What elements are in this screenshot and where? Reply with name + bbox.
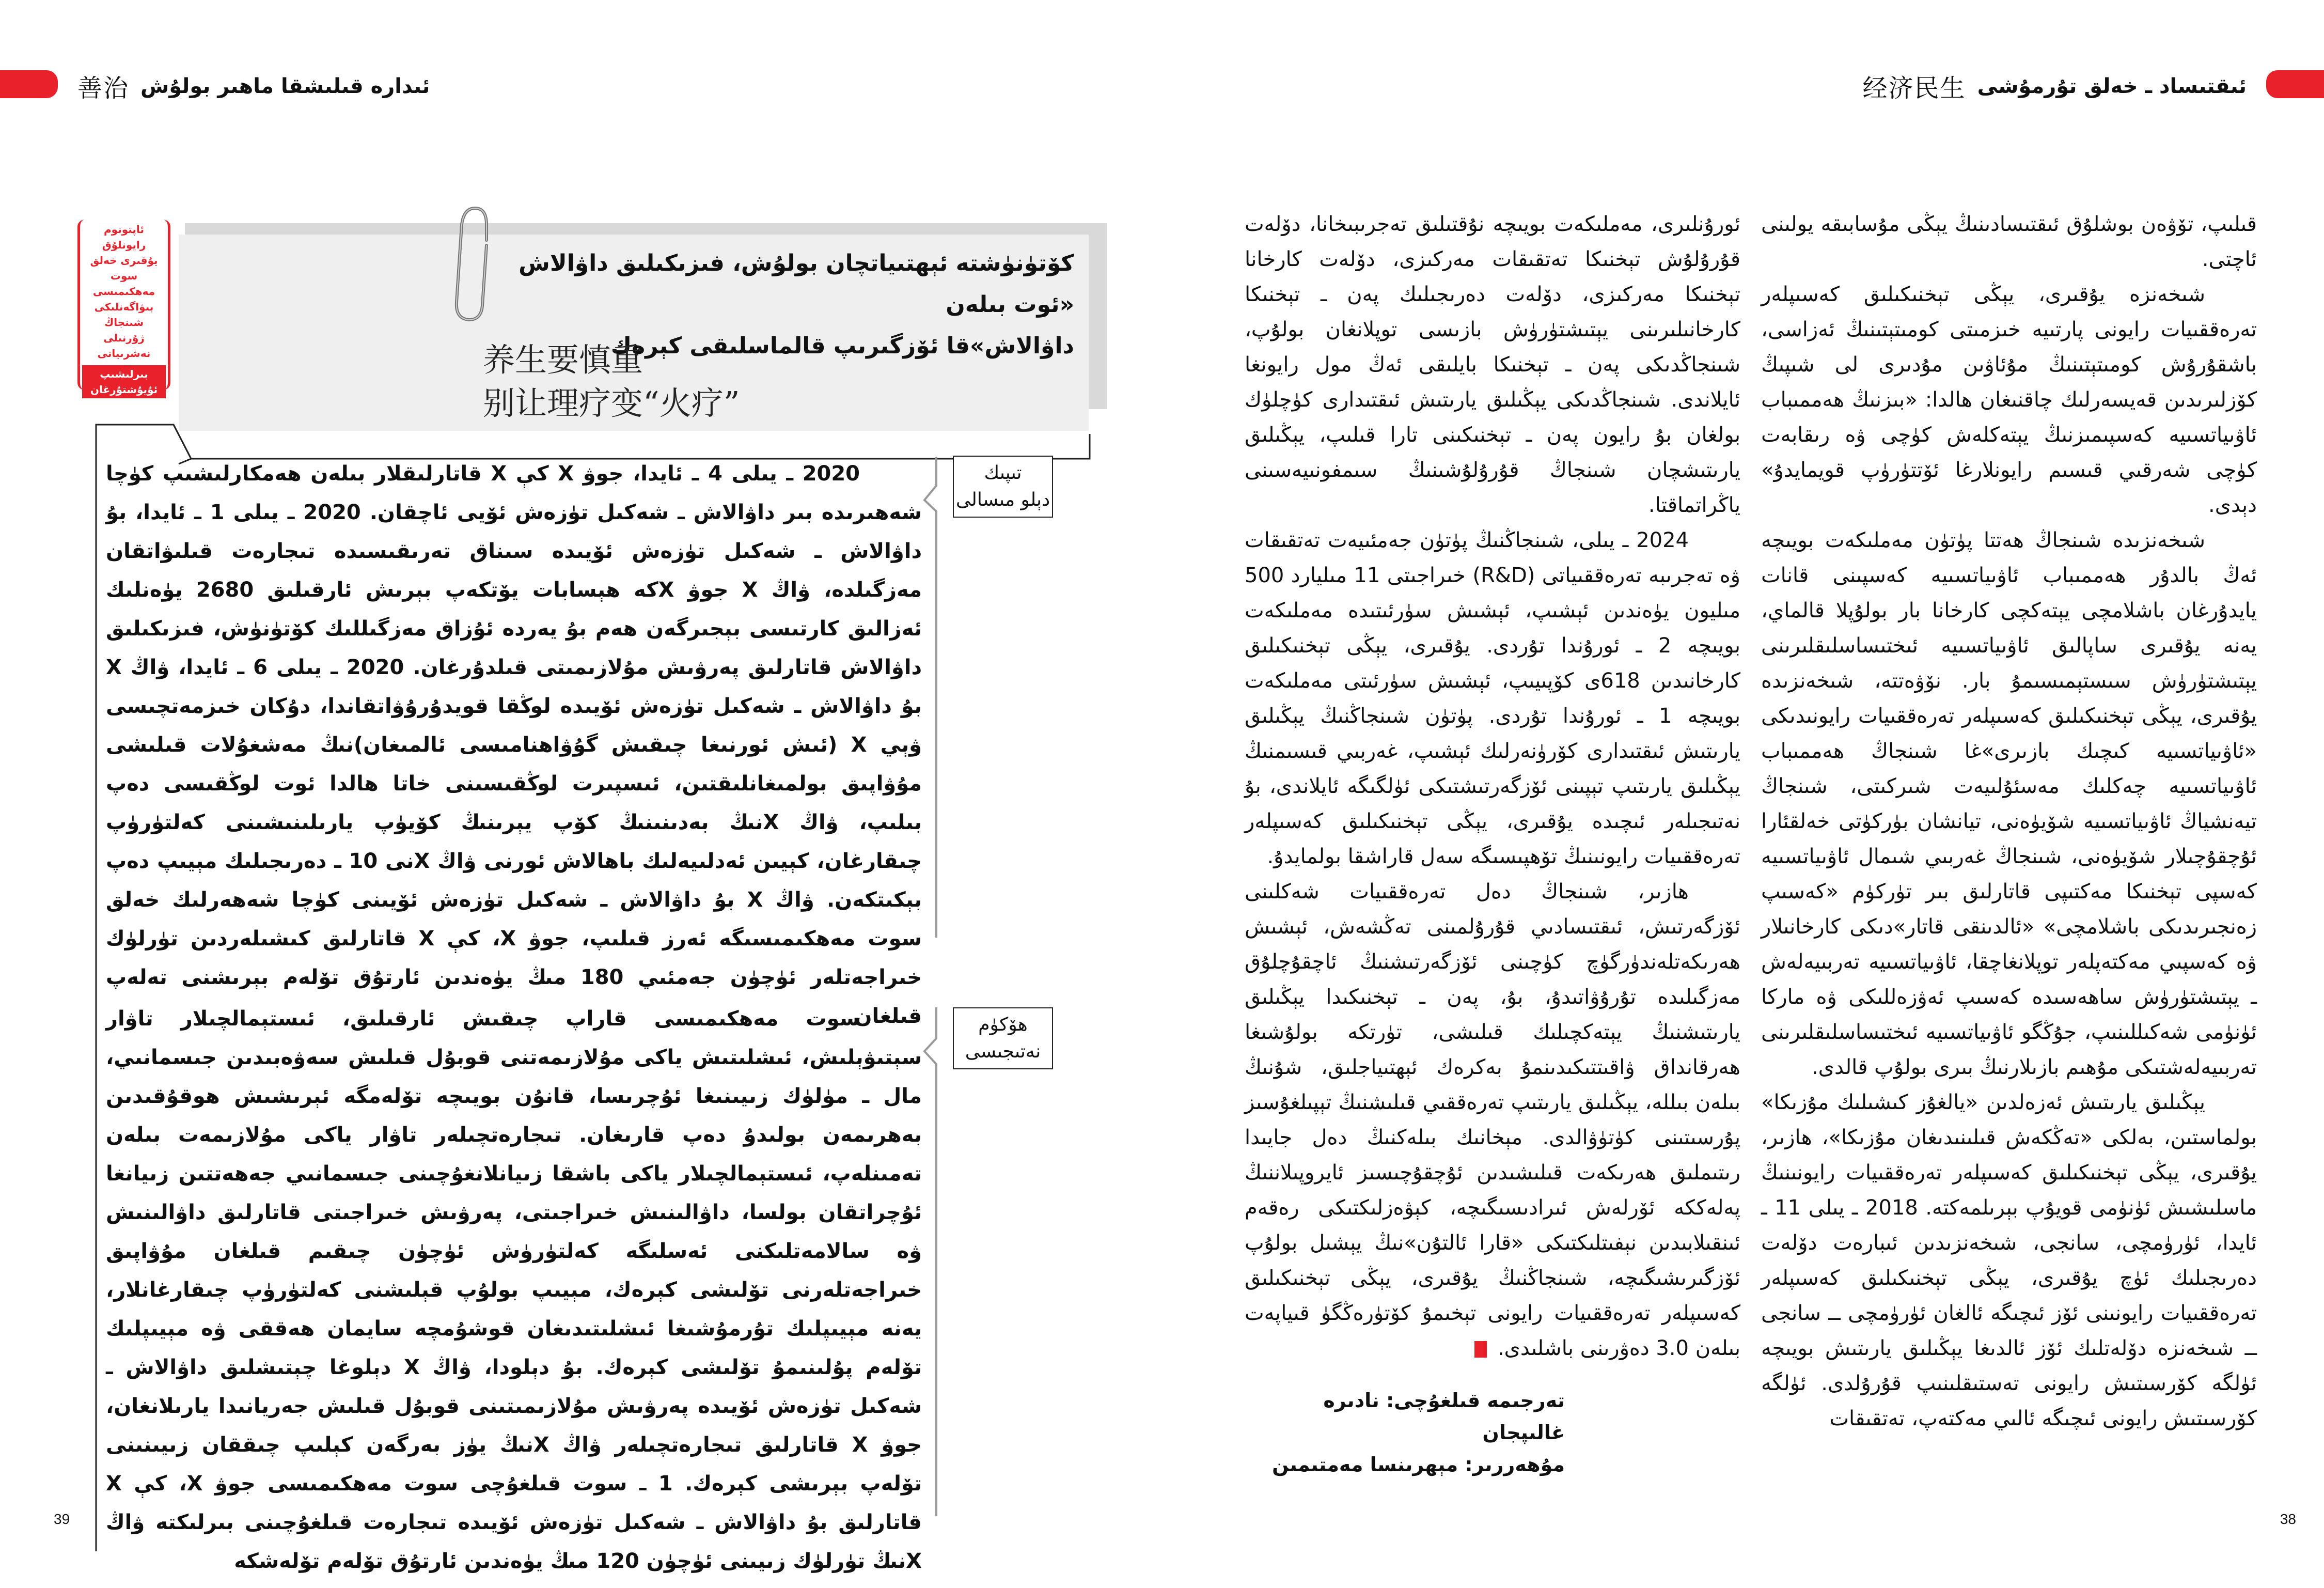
verdict-paragraph: سوت مەھكىمىسى قاراپ چىقىش ئارقىلىق، ئىستېمالچىلار تاۋار سېتىۋېلىش، ئىشلىتىش ياكى مۇلازىمەتنى قوبۇل قىلىش سەۋەبىدىن جىسمانىي، مال ـ مۈلۈك زىيىنىغا ئۇچرىسا، قانۇن بويىچە تۆلەمگە ئېرىشىش ھوقۇقىدىن بەھرىمەن بولىدۇ دەپ قارىغان. تىجارەتچىلەر تاۋار ياكى مۇلازىمەت بىلەن تەمىنلەپ، ئىستېمالچىلار ياكى باشقا زىيانلانغۇچىنى جىسمانىي جەھەتتىن زىيانغا ئۇچراتقان بولسا، داۋالىنىش خىراجىتى، پەرۋىش خىراجىتى قاتارلىق داۋالىنىش ۋە سالامەتلىكنى ئەسلىگە كەلتۈرۈش ئۈچۈن چىقىم قىلغان مۇۋاپىق خىراجەتلەرنى تۆلىشى كېرەك، مېيىپ بولۇپ قېلىشنى كەلتۈرۈپ چىقارغانلار، يەنە مېيىپلىك تۇرمۇشىغا ئىشلىتىدىغان قوشۇمچە سايمان ھەققى ۋە مېيىپلىك تۆلەم پۇلىنىمۇ تۆلىشى كېرەك. بۇ دېلودا، ۋاڭ X دېلوغا چېتىشلىق داۋالاش ـ شەكىل تۈزەش ئۆيىدە پەرۋىش مۇلازىمىتىنى قوبۇل قىلىش جەريانىدا يارىلانغان، جوۋ X قاتارلىق تىجارەتچىلەر ۋاڭ Xنىڭ يۈز بەرگەن كېلىپ چىققان زىيىنىنى تۆلەپ بېرىشى كېرەك. 1 ـ سوت قىلغۇچى سوت مەھكىمىسى جوۋ X، كې X قاتارلىق بۇ داۋالاش ـ شەكىل تۈزەش ئۆيىدە تىجارەت قىلغۇچىنى بىرلىكتە ۋاڭ Xنىڭ تۈرلۈك زىيىنى ئۈچۈن 120 مىڭ يۈەندىن ئارتۇق تۆلەم تۆلەشكە: [106, 1007, 922, 1573]
title-ug-line2: داۋالاش»قا ئۆزگىرىپ قالماسلىقى كېرەك: [610, 333, 1074, 359]
side-rule-1: [924, 457, 936, 938]
source-title-line2: بىۋاگەنلىكى شىنجاڭ ژۇرنىلى نەشرىياتى: [94, 301, 154, 360]
col-b-paragraph-1: شىخەنزە يۇقىرى، يېڭى تېخنىكىلىق كەسىپلەر تەرەققىيات رايونى پارتىيە خىزمىتى كومىتېتىنىڭ ئەزاسى، باشقۇرۇش كومىتېتىنىڭ مۇئاۋىن مۇدىرى لى شىپىڭ كۆزلىرىدىن قەيسەرلىك چاقنىغان ھالدا: «بىزنىڭ ھەممىباب ئاۋىياتسىيە كەسپىمىزنىڭ يېتەكلەش كۈچى ۋە رىقابەت كۈچى شەرقىي قىسىم رايونلارغا ئۆتتۈرۈپ قويمايدۇ» دېدى.: [1761, 283, 2257, 517]
tag1-line1: تىپىك: [984, 462, 1022, 484]
col-b-paragraph-3: يېڭىلىق يارىتىش ئەزەلدىن «يالغۇز كىشىلىك مۇزىكا» بولماستىن، بەلكى «تەڭكەش قىلىنىدىغان مۇزىكا»، ھازىر، يۇقىرى، يېڭى تېخنىكىلىق كەسىپلەر تەرەققىيات رايونىنىڭ ماسلىشىش ئۈنۈمى قويۇپ بېرىلمەكتە. 2018 ـ يىلى 11 ـ ئايدا، ئۈرۈمچى، سانجى، شىخەنزىدىن ئىبارەت دۆلەت دەرىجىلىك ئۈچ يۇقىرى، يېڭى تېخنىكىلىق كەسىپلەر تەرەققىيات رايونىنى ئۆز ئىچىگە ئالغان ئۈرۈمچى ــ سانجى ــ شىخەنزە دۆلەتلىك ئۆز ئالدىغا يېڭىلىق يارىتىش بويىچە ئۈلگە كۆرسىتىش رايونى تەستىقلىنىپ قۇرۇلدى. ئۈلگە كۆرسىتىش رايونى ئىچىگە ئالىي مەكتەپ، تەتقىقات: [1761, 1091, 2257, 1430]
case-paragraph: 2020 ـ يىلى 4 ـ ئايدا، جوۋ X كې X قاتارلىقلار بىلەن ھەمكارلىشىپ كۈچا شەھىرىدە بىر داۋالاش ـ شەكىل تۈزەش ئۆيى ئاچقان. 2020 ـ يىلى 1 ـ ئايدا، بۇ داۋالاش ـ شەكىل تۈزەش ئۆيىدە سىناق تەرىقىسىدە تىجارەت قىلىۋاتقان مەزگىلدە، ۋاڭ X جوۋ Xكە ھېسابات يۆتكەپ بېرىش ئارقىلىق 2680 يۈەنلىك ئەزالىق كارتىسى بېجىرگەن ھەم بۇ يەردە ئۇزاق مەزگىللىك كۆتۈنۈش، فىزىكىلىق داۋالاش قاتارلىق پەرۋىش مۇلازىمىتى قىلدۇرغان. 2020 ـ يىلى 6 ـ ئايدا، ۋاڭ X بۇ داۋالاش ـ شەكىل تۈزەش ئۆيىدە لوڭقا قويدۇرۇۋاتقاندا، دۇكان خىزمەتچىسى ۋېي X (ئىش ئورنىغا چىقىش گۇۋاھنامىسى ئالمىغان)نىڭ مەشغۇلات قىلىشى مۇۋاپىق بولمىغانلىقتىن، ئىسپىرت لوڭقىسىنى خاتا ھالدا ئوت لوڭقىسى دەپ بىلىپ، ۋاڭ Xنىڭ بەدىنىنىڭ كۆپ يېرىنىڭ كۆيۈپ يارىلىنىشىنى كەلتۈرۈپ چىقارغان، كېيىن ئەدلىيەلىك باھالاش ئورنى ۋاڭ Xنى 10 ـ دەرىجىلىك مېيىپ دەپ بېكىتكەن. ۋاڭ X بۇ داۋالاش ـ شەكىل تۈزەش ئۆيىنى كۈچا شەھەرلىك خەلق سوت مەھكىمىسىگە ئەرز قىلىپ، جوۋ X، كې X قاتارلىق كىشىلەردىن تۈرلۈك خىراجەتلەر ئۈچۈن جەمئىي 180 مىڭ يۈەندىن ئارتۇق تۆلەم بېرىشنى تەلەپ قىلغان.: [106, 462, 922, 1028]
title-ug-line1: كۆتۈنۈشتە ئېھتىياتچان بولۇش، فىزىكىلىق داۋالاش «ئوت بىلەن: [519, 250, 1074, 318]
section-tab-right: [2266, 70, 2324, 98]
col-a-paragraph-3: [1245, 874, 1740, 1366]
translator-credit: تەرجىمە قىلغۇچى: نادىرە غالىپجان: [1323, 1389, 1565, 1444]
page-number-left: 39: [54, 1511, 70, 1527]
col-a-paragraph-2: 2024 ـ يىلى، شىنجاڭنىڭ پۈتۈن جەمئىيەت تەتقىقات ۋە تەجرىبە تەرەققىياتى (R&D) خىراجىتى 11 مىليارد 500 مىليون يۈەندىن ئېشىپ، ئېشىش سۈرئىتىدە مەملىكەت بويىچە 2 ـ ئورۇندا تۇردى. يۇقىرى، يېڭى تېخنىكىلىق كارخانىدىن 618ى كۆپىيىپ، ئېشىش سۈرئىتى مەملىكەت بويىچە 1 ـ ئورۇندا تۇردى. پۈتۈن شىنجاڭنىڭ يېڭىلىق يارىتىش ئىقتىدارى كۆرۈنەرلىك ئېشىپ، غەربىي قىسىمنىڭ يېڭىلىق يارىتىپ تېپىنى ئۆزگەرتىشتىكى ئۈلگىگە ئايلاندى، بۇ نەتىجىلەر ئىچىدە يۇقىرى، يېڭى تېخنىكىلىق كەسىپلەر تەرەققىيات رايونىنىڭ تۆھپىسىگە سەل قاراشقا بولمايدۇ.: [1245, 528, 1740, 868]
tag2-line2: نەتىجىسى: [965, 1041, 1041, 1062]
end-mark-icon: J: [1474, 1341, 1487, 1358]
running-header-right: [1863, 68, 2247, 104]
case-text: [106, 455, 922, 1036]
col-a-paragraph-3-text: ھازىر، شىنجاڭ دەل تەرەققىيات شەكلىنى ئۆزگەرتىش، ئىقتىسادىي قۇرۇلمىنى تەڭشەش، ئېشىش ھەرىكەتلەندۈرگۈچ كۈچىنى ئۆزگەرتىشنىڭ ئاچقۇچلۇق مەزگىلىدە تۇرۇۋاتىدۇ، بۇ، پەن ـ تېخنىكىدا يېڭىلىق يارىتىشنىڭ يېتەكچىلىك قىلىشى، تۈرتكە بولۇشىغا ھەرقانداق ۋاقىتتىكىدىنمۇ بەكرەك ئېھتىياجلىق، شۇنىڭ بىلەن بىللە، يېڭىلىق يارىتىپ تەرەققىي قىلىشنىڭ تېپىلغۇسىز پۇرسىتىنى كۈتۈۋالدى. مېخانىك بىلەكنىڭ دەل جايىدا رىتىملىق ھەرىكەت قىلىشىدىن ئۇچقۇچىسىز ئايروپىلاننىڭ پەلەككە ئۆرلەش ئىرادىسىگىچە، كېۋەزلىكتىكى رەقەم ئىنقىلابىدىن نېفىتلىكتىكى «قارا ئالتۇن»نىڭ يېشىل بولۇپ ئۆزگىرىشىگىچە، شىنجاڭنىڭ يۇقىرى، يېڭى تېخنىكىلىق كەسىپلەر تەرەققىيات رايونى تېخىمۇ كۆتۈرەڭگۈ قىياپەت بىلەن 3.0 دەۋرىنى باشلىدى.: [1245, 880, 1740, 1360]
header-right-ug: ئىقتىساد ـ خەلق تۇرمۇشى: [1977, 74, 2247, 98]
column-left-of-right-page: [1245, 207, 1740, 1366]
col-a-paragraph-1: ئورۇنلىرى، مەملىكەت بويىچە نۇقتىلىق تەجرىبىخانا، دۆلەت قۇرۇلۇش تېخنىكا تەتقىقات مەركىزى، دۆلەت كارخانا تېخنىكا مەركىزى، دۆلەت دەرىجىلىك پەن ـ تېخنىكا كارخانىلىرىنى يېتىشتۈرۈش بازىسى توپلانغان بولۇپ، شىنجاڭدىكى پەن ـ تېخنىكا بايلىقى ئەڭ مول رايونغا ئايلاندى. شىنجاڭدىكى يېڭىلىق يارىتىش ئىقتىدارى كۈچلۈك بولغان بۇ رايون پەن ـ تېخنىكىنى تارا قىلىپ، يېڭىلىق يارىتىشچان شىنجاڭ قۇرۇلۇشىنىڭ سىمفونىيەسىنى ياڭراتماقتا.: [1245, 212, 1740, 517]
side-rule-2: [924, 1007, 936, 1516]
col-b-paragraph-0: قىلىپ، تۆۋەن بوشلۇق ئىقتىسادىنىڭ يېڭى مۇسابىقە يولىنى ئاچتى.: [1761, 212, 2257, 271]
source-badge: بىرلىشىپ ئۇيۇشتۇرغان: [82, 365, 166, 398]
editor-credit: مۇھەررىر: مېھرىنسا مەمتىمىن: [1272, 1453, 1565, 1476]
header-left-zh: 善治: [77, 74, 130, 103]
section-tag-typical-case: [953, 456, 1053, 518]
header-left-ug: ئىدارە قىلىشقا ماھىر بولۇش: [140, 74, 430, 98]
column-right-of-right-page: [1761, 207, 2257, 1436]
tag2-line1: ھۆكۈم: [978, 1014, 1028, 1035]
col-b-paragraph-2: شىخەنزىدە شىنجاڭ ھەتتا پۈتۈن مەملىكەت بويىچە ئەڭ بالدۇر ھەممىباب ئاۋىياتسىيە كەسپىنى قانات يايدۇرغان باشلامچى يېتەكچى كارخانا بار بولۇپلا قالماي، يەنە يۇقىرى ساپالىق ئاۋىياتسىيە ئىختىساسلىقلىرىنى يېتىشتۈرۈش سىستېمىسىمۇ بار. نۆۋەتتە، شىخەنزىدە يۇقىرى، يېڭى تېخنىكىلىق كەسىپلەر تەرەققىيات رايونىدىكى «ئاۋىياتسىيە كىچىك بازىرى»غا شىنجاڭ ھەممىباب ئاۋىياتسىيە چەكلىك مەسئۇلىيەت شىركىتى، شىنجاڭ تيەنشياڭ ئاۋىياتسىيە شۆيۈەنى، تيانشان بۈركۈتى خەلقئارا ئۇچقۇچىلار شۆيۈەنى، شىنجاڭ غەربىي شىمال ئاۋىياتسىيە كەسپى تېخنىكا مەكتىپى قاتارلىق بىر تۈركۈم «كەسىپ زەنجىرىدىكى باشلامچى» «ئالدىنقى قاتار»دىكى كارخانىلار ۋە كەسپىي مەكتەپلەر توپلانغاچقا، ئاۋىياتسىيە تەربىيەلەش ـ يېتىشتۈرۈش ساھەسىدە كەسىپ ئەۋزەللىكى ۋە ماركا ئۈنۈمى شەكىللىنىپ، جۇڭگو ئاۋىياتسىيە ئىختىساسلىقلىرىنى تەربىيەلەشتىكى مۇھىم بازىلارنىڭ بىرى بولۇپ قالدى.: [1761, 528, 2257, 1079]
header-right-zh: 经济民生: [1862, 74, 1966, 103]
verdict-text: [106, 1000, 922, 1581]
section-tag-verdict: [953, 1007, 1053, 1069]
credits: [1255, 1384, 1565, 1481]
paperclip-icon: [454, 204, 496, 323]
page-number-right: 38: [2280, 1511, 2296, 1527]
title-zh-line1: 养生要慎重: [483, 341, 643, 379]
running-header-left: [77, 68, 430, 104]
tag1-line2: دېلو مىسالى: [955, 489, 1050, 510]
title-zh-line2: 别让理疗变“火疗”: [483, 384, 740, 422]
section-tab-left: [0, 70, 58, 98]
article-title-zh: [483, 338, 740, 425]
source-label: [77, 220, 170, 396]
source-title-line1: ئاپتونوم رايونلۇق يۇقىرى خەلق سوت مەھكىمىسى: [90, 223, 158, 298]
